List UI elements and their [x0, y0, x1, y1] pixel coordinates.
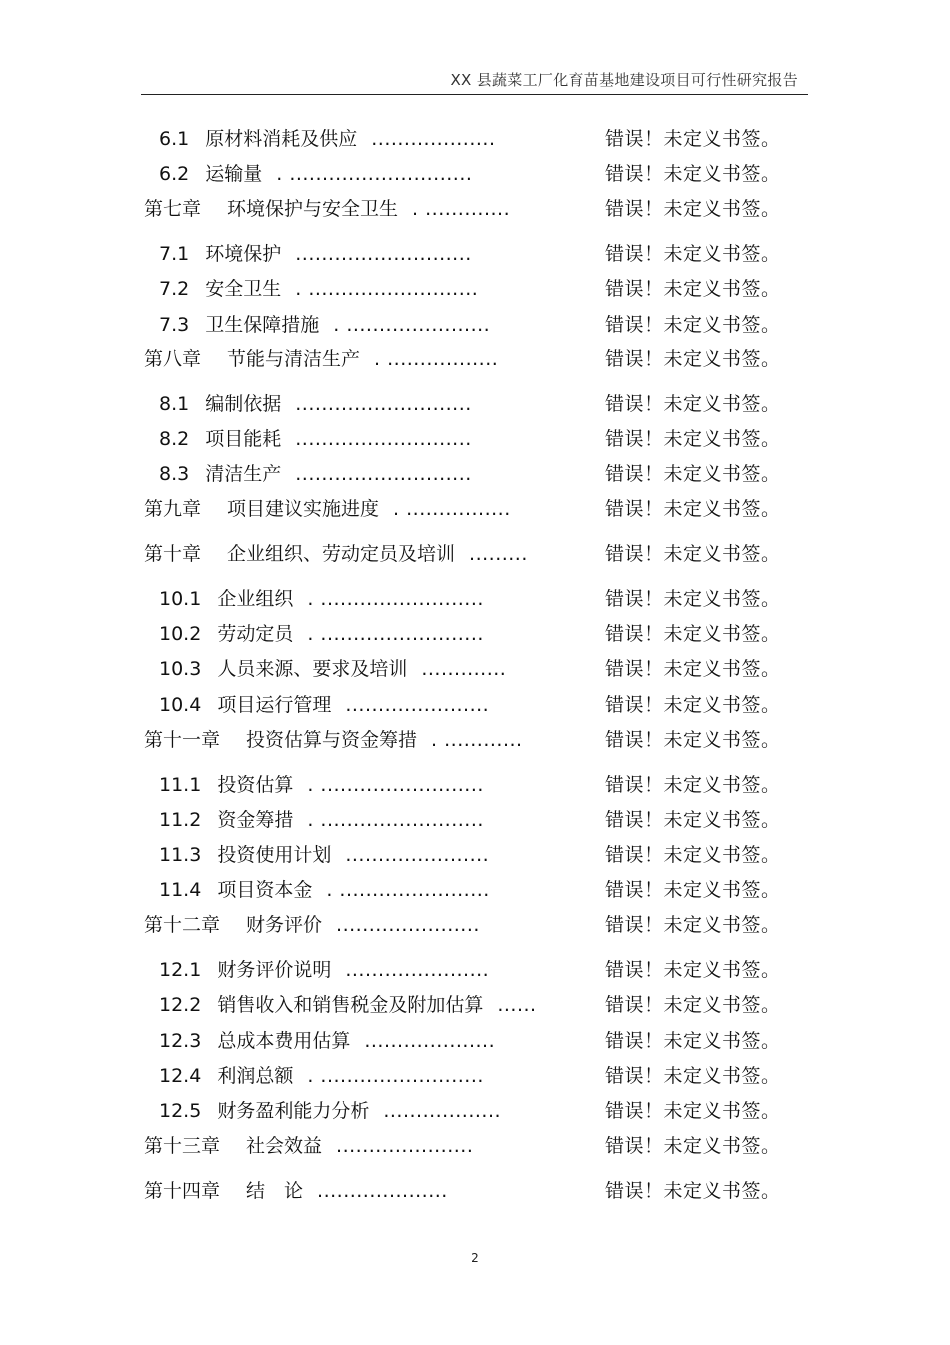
toc-entry-label: [159, 159, 472, 189]
toc-page-ref-error: 错误！未定义书签。: [605, 879, 781, 901]
toc-page-ref-error: 错误！未定义书签。: [605, 498, 781, 520]
toc-page-ref-error: 错误！未定义书签。: [605, 658, 781, 680]
toc-section-row[interactable]: [0, 310, 950, 340]
toc-entry-title: 环境保护: [205, 243, 282, 265]
toc-leader-dots: . .........................: [307, 774, 484, 796]
toc-page-ref-error: 错误！未定义书签。: [605, 163, 781, 185]
toc-section-row[interactable]: [0, 159, 950, 189]
toc-page-ref-error: 错误！未定义书签。: [605, 623, 781, 645]
toc-entry-label: [144, 1176, 448, 1206]
toc-leader-dots: . .................: [374, 348, 499, 370]
toc-entry-number: 第八章: [144, 348, 202, 370]
toc-chapter-row[interactable]: [0, 539, 950, 569]
toc-leader-dots: . .............: [412, 198, 511, 220]
toc-page-ref-error: 错误！未定义书签。: [605, 588, 781, 610]
toc-entry-label: [159, 955, 489, 985]
toc-chapter-row[interactable]: [0, 194, 950, 224]
toc-page-ref-error: 错误！未定义书签。: [605, 1100, 781, 1122]
toc-entry-title: 项目运行管理: [217, 694, 332, 716]
toc-entry-number: 8.3: [159, 463, 190, 485]
toc-page-ref-error: 错误！未定义书签。: [605, 198, 781, 220]
toc-entry-number: 6.1: [159, 128, 190, 150]
toc-entry-title: 企业组织、劳动定员及培训: [227, 543, 456, 565]
toc-entry-label: [159, 1096, 501, 1126]
toc-page-ref-error: 错误！未定义书签。: [605, 914, 781, 936]
toc-chapter-row[interactable]: [0, 494, 950, 524]
toc-entry-label: [159, 619, 484, 649]
toc-entry-number: 7.2: [159, 278, 190, 300]
toc-entry-title: 结 论: [246, 1180, 304, 1202]
toc-entry-label: [159, 389, 472, 419]
toc-leader-dots: . ............................: [276, 163, 473, 185]
toc-entry-label: [159, 805, 484, 835]
toc-entry-title: 财务评价: [246, 914, 323, 936]
toc-entry-label: [144, 910, 480, 940]
toc-page-ref-error: 错误！未定义书签。: [605, 1135, 781, 1157]
toc-entry-title: 投资估算: [217, 774, 294, 796]
toc-leader-dots: ....................: [317, 1180, 448, 1202]
toc-page-ref-error: 错误！未定义书签。: [605, 393, 781, 415]
toc-page-ref-error: 错误！未定义书签。: [605, 348, 781, 370]
toc-leader-dots: ......................: [345, 694, 490, 716]
toc-entry-title: 节能与清洁生产: [227, 348, 361, 370]
toc-entry-number: 第十一章: [144, 729, 221, 751]
toc-entry-number: 10.3: [159, 658, 202, 680]
toc-entry-label: [144, 344, 498, 374]
toc-page-ref-error: 错误！未定义书签。: [605, 694, 781, 716]
toc-entry-label: [159, 840, 489, 870]
toc-page-ref-error: 错误！未定义书签。: [605, 1180, 781, 1202]
toc-entry-number: 第七章: [144, 198, 202, 220]
toc-entry-number: 12.2: [159, 994, 202, 1016]
toc-page-ref-error: 错误！未定义书签。: [605, 128, 781, 150]
toc-entry-title: 企业组织: [217, 588, 294, 610]
toc-page-ref-error: 错误！未定义书签。: [605, 1065, 781, 1087]
toc-page-ref-error: 错误！未定义书签。: [605, 959, 781, 981]
toc-entry-title: 财务评价说明: [217, 959, 332, 981]
toc-leader-dots: ......: [497, 994, 537, 1016]
toc-entry-title: 卫生保障措施: [205, 314, 320, 336]
toc-entry-number: 8.2: [159, 428, 190, 450]
toc-entry-label: [144, 194, 510, 224]
toc-entry-number: 8.1: [159, 393, 190, 415]
toc-entry-label: [144, 1131, 473, 1161]
toc-entry-title: 编制依据: [205, 393, 282, 415]
toc-entry-title: 利润总额: [217, 1065, 294, 1087]
toc-entry-number: 12.1: [159, 959, 202, 981]
toc-chapter-row[interactable]: [0, 910, 950, 940]
toc-page-ref-error: 错误！未定义书签。: [605, 729, 781, 751]
toc-page-ref-error: 错误！未定义书签。: [605, 774, 781, 796]
toc-section-row[interactable]: [0, 955, 950, 985]
toc-entry-number: 7.1: [159, 243, 190, 265]
toc-section-row[interactable]: [0, 1026, 950, 1056]
toc-leader-dots: . ................: [393, 498, 511, 520]
toc-entry-label: [159, 424, 472, 454]
toc-entry-label: [159, 584, 484, 614]
report-title: XX 县蔬菜工厂化育苗基地建设项目可行性研究报告: [450, 71, 798, 89]
toc-leader-dots: . ..........................: [295, 278, 479, 300]
toc-chapter-row[interactable]: [0, 344, 950, 374]
toc-section-row[interactable]: [0, 805, 950, 835]
toc-entry-title: 劳动定员: [217, 623, 294, 645]
toc-entry-title: 销售收入和销售税金及附加估算: [217, 994, 484, 1016]
toc-entry-title: 环境保护与安全卫生: [227, 198, 399, 220]
toc-page-ref-error: 错误！未定义书签。: [605, 314, 781, 336]
toc-entry-title: 总成本费用估算: [217, 1030, 351, 1052]
page-number: 2: [471, 1251, 479, 1265]
toc-leader-dots: ...........................: [295, 428, 472, 450]
toc-entry-number: 第九章: [144, 498, 202, 520]
toc-entry-label: [159, 770, 484, 800]
toc-section-row[interactable]: [0, 584, 950, 614]
toc-entry-number: 12.4: [159, 1065, 202, 1087]
toc-entry-label: [159, 1026, 495, 1056]
toc-section-row[interactable]: [0, 840, 950, 870]
toc-entry-number: 12.3: [159, 1030, 202, 1052]
toc-entry-number: 11.4: [159, 879, 202, 901]
toc-entry-label: [144, 539, 528, 569]
toc-page-ref-error: 错误！未定义书签。: [605, 1030, 781, 1052]
toc-leader-dots: ...................: [371, 128, 496, 150]
toc-entry-title: 投资使用计划: [217, 844, 332, 866]
toc-page-ref-error: 错误！未定义书签。: [605, 428, 781, 450]
toc-entry-title: 投资估算与资金筹措: [246, 729, 418, 751]
toc-leader-dots: ......................: [345, 959, 490, 981]
toc-section-row[interactable]: [0, 690, 950, 720]
toc-leader-dots: . .........................: [307, 623, 484, 645]
toc-leader-dots: . .........................: [307, 809, 484, 831]
toc-entry-label: [159, 690, 489, 720]
toc-leader-dots: ...........................: [295, 393, 472, 415]
toc-page-ref-error: 错误！未定义书签。: [605, 809, 781, 831]
toc-section-row[interactable]: [0, 124, 950, 154]
toc-page-ref-error: 错误！未定义书签。: [605, 994, 781, 1016]
toc-entry-number: 10.2: [159, 623, 202, 645]
toc-section-row[interactable]: [0, 654, 950, 684]
toc-leader-dots: ...........................: [295, 243, 472, 265]
toc-leader-dots: . ............: [431, 729, 523, 751]
toc-entry-title: 人员来源、要求及培训: [217, 658, 408, 680]
toc-chapter-row[interactable]: [0, 725, 950, 755]
toc-leader-dots: .............: [421, 658, 507, 680]
toc-section-row[interactable]: [0, 770, 950, 800]
toc-page-ref-error: 错误！未定义书签。: [605, 463, 781, 485]
toc-entry-title: 原材料消耗及供应: [205, 128, 358, 150]
toc-page-ref-error: 错误！未定义书签。: [605, 278, 781, 300]
toc-entry-title: 安全卫生: [205, 278, 282, 300]
toc-entry-number: 11.2: [159, 809, 202, 831]
toc-entry-label: [159, 654, 506, 684]
toc-entry-number: 10.4: [159, 694, 202, 716]
toc-entry-label: [144, 494, 511, 524]
toc-leader-dots: .........: [469, 543, 528, 565]
toc-leader-dots: . .......................: [326, 879, 490, 901]
toc-page-ref-error: 错误！未定义书签。: [605, 243, 781, 265]
toc-entry-title: 财务盈利能力分析: [217, 1100, 370, 1122]
toc-leader-dots: ......................: [336, 914, 480, 936]
toc-entry-label: [159, 310, 490, 340]
toc-entry-label: [159, 875, 490, 905]
toc-entry-title: 项目建议实施进度: [227, 498, 380, 520]
toc-entry-title: 资金筹措: [217, 809, 294, 831]
toc-leader-dots: ..................: [383, 1100, 502, 1122]
toc-entry-label: [159, 274, 478, 304]
toc-page-ref-error: 错误！未定义书签。: [605, 543, 781, 565]
toc-entry-title: 清洁生产: [205, 463, 282, 485]
toc-entry-number: 11.3: [159, 844, 202, 866]
toc-entry-label: [159, 1061, 484, 1091]
toc-entry-label: [159, 990, 537, 1020]
toc-section-row[interactable]: [0, 619, 950, 649]
toc-leader-dots: . ......................: [333, 314, 491, 336]
toc-section-row[interactable]: [0, 875, 950, 905]
toc-leader-dots: ......................: [345, 844, 490, 866]
toc-leader-dots: ....................: [364, 1030, 496, 1052]
toc-entry-number: 第十三章: [144, 1135, 221, 1157]
toc-entry-number: 7.3: [159, 314, 190, 336]
toc-entry-number: 6.2: [159, 163, 190, 185]
toc-entry-label: [159, 459, 472, 489]
toc-leader-dots: .....................: [336, 1135, 474, 1157]
toc-section-row[interactable]: [0, 389, 950, 419]
toc-section-row[interactable]: [0, 990, 950, 1020]
toc-section-row[interactable]: [0, 424, 950, 454]
toc-section-row[interactable]: [0, 274, 950, 304]
toc-chapter-row[interactable]: [0, 1131, 950, 1161]
toc-entry-number: 12.5: [159, 1100, 202, 1122]
toc-entry-title: 社会效益: [246, 1135, 323, 1157]
toc-entry-number: 第十二章: [144, 914, 221, 936]
toc-entry-label: [144, 725, 523, 755]
toc-entry-number: 11.1: [159, 774, 202, 796]
toc-section-row[interactable]: [0, 239, 950, 269]
toc-section-row[interactable]: [0, 1096, 950, 1126]
toc-entry-number: 第十章: [144, 543, 202, 565]
toc-entry-number: 10.1: [159, 588, 202, 610]
toc-entry-label: [159, 124, 496, 154]
toc-entry-title: 运输量: [205, 163, 263, 185]
toc-entry-title: 项目资本金: [217, 879, 313, 901]
toc-chapter-row[interactable]: [0, 1176, 950, 1206]
toc-entry-label: [159, 239, 472, 269]
toc-section-row[interactable]: [0, 1061, 950, 1091]
toc-entry-number: 第十四章: [144, 1180, 221, 1202]
toc-section-row[interactable]: [0, 459, 950, 489]
toc-page-ref-error: 错误！未定义书签。: [605, 844, 781, 866]
toc-leader-dots: ...........................: [295, 463, 472, 485]
toc-leader-dots: . .........................: [307, 1065, 484, 1087]
toc-entry-title: 项目能耗: [205, 428, 282, 450]
toc-leader-dots: . .........................: [307, 588, 484, 610]
